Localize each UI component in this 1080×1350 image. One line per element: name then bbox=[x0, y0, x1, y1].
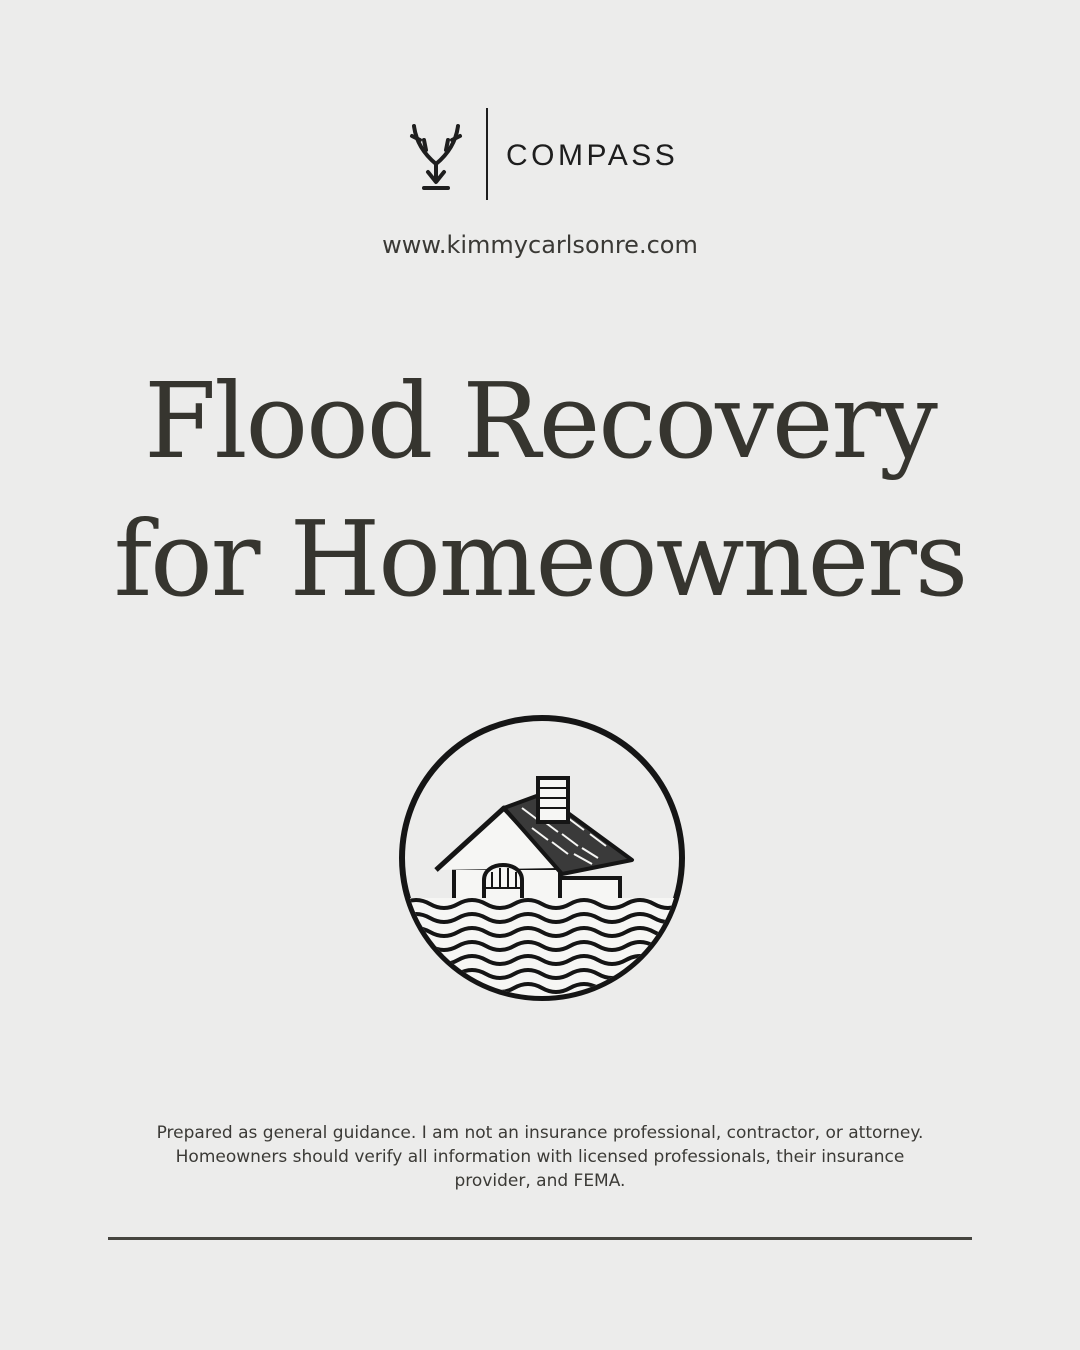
flooded-house-icon bbox=[392, 708, 692, 1008]
disclaimer-text: Prepared as general guidance. I am not an insurance professional, contractor, or attorney. Homeowners should verify all information with licensed professionals, their insurance provider, and FEMA. bbox=[156, 1123, 924, 1191]
page-title bbox=[0, 352, 1080, 628]
logo-divider bbox=[486, 108, 488, 200]
bottom-divider bbox=[108, 1237, 972, 1240]
title-line-1: Flood Recovery bbox=[144, 360, 936, 482]
antler-icon bbox=[408, 120, 464, 192]
brand-name: COMPASS bbox=[506, 139, 679, 172]
website-url: www.kimmycarlsonre.com bbox=[382, 231, 698, 259]
brand-header bbox=[0, 108, 1080, 202]
title-line-2: for Homeowners bbox=[113, 498, 967, 620]
